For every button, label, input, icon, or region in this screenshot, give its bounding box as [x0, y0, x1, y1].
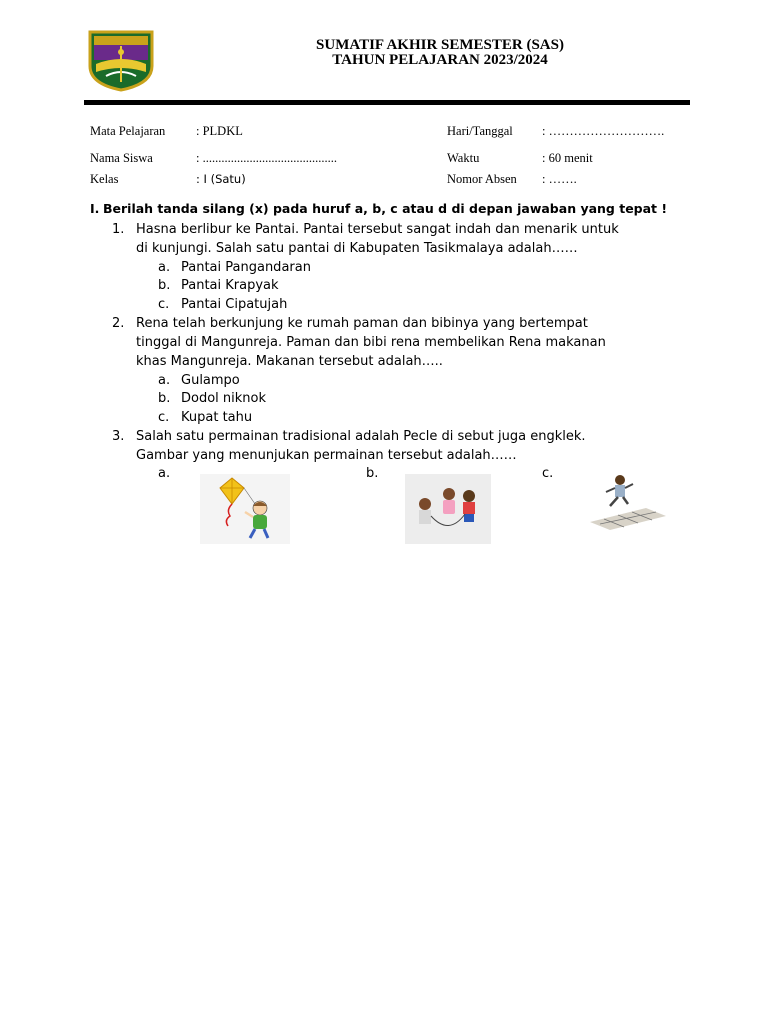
option-text: Pantai Krapyak	[181, 278, 279, 293]
option-letter: a.	[158, 373, 171, 388]
class-value: : I (Satu)	[196, 172, 246, 186]
option-text: Dodol niknok	[181, 391, 267, 406]
option-letter: b.	[158, 278, 171, 293]
picture-option-letter: b.	[366, 466, 379, 481]
academic-year: TAHUN PELAJARAN 2023/2024	[332, 52, 548, 68]
question-text-line: Gambar yang menunjukan permainan tersebut adalah……	[136, 448, 517, 463]
roll-number-label: Nomor Absen	[447, 172, 517, 186]
section-number: I.	[90, 201, 100, 216]
picture-option-letter: a.	[158, 466, 171, 481]
question-text-line: Hasna berlibur ke Pantai. Pantai tersebut sangat indah dan menarik untuk	[136, 222, 619, 237]
question-text-line: Salah satu permainan tradisional adalah Pecle di sebut juga engklek.	[136, 429, 586, 444]
option-letter: b.	[158, 391, 171, 406]
subject-label: Mata Pelajaran	[90, 124, 166, 138]
subject-value: : PLDKL	[196, 124, 243, 138]
picture-option-letter: c.	[542, 466, 554, 481]
question-number: 2.	[112, 316, 125, 331]
question-number: 1.	[112, 222, 125, 237]
option-letter: c.	[158, 410, 170, 425]
option-text: Gulampo	[181, 373, 240, 388]
school-logo	[86, 28, 156, 92]
duration-label: Waktu	[447, 151, 480, 165]
day-date-label: Hari/Tanggal	[447, 124, 513, 138]
jump-rope-children-illustration	[405, 474, 491, 544]
student-name-label: Nama Siswa	[90, 151, 153, 165]
kite-boy-illustration	[200, 474, 290, 544]
day-date-value: : ……………………….	[542, 124, 665, 138]
exam-title: SUMATIF AKHIR SEMESTER (SAS)	[316, 37, 564, 53]
roll-number-value: : …….	[542, 172, 577, 186]
duration-value: : 60 menit	[542, 151, 593, 165]
option-text: Pantai Pangandaran	[181, 260, 311, 275]
question-text-line: tinggal di Mangunreja. Paman dan bibi rena membelikan Rena makanan	[136, 335, 606, 350]
option-letter: a.	[158, 260, 171, 275]
header-divider	[84, 100, 690, 105]
class-label: Kelas	[90, 172, 119, 186]
question-text-line: di kunjungi. Salah satu pantai di Kabupaten Tasikmalaya adalah……	[136, 241, 578, 256]
student-name-value: : ...........................................	[196, 151, 337, 165]
option-text: Kupat tahu	[181, 410, 253, 425]
option-letter: c.	[158, 297, 170, 312]
section-instruction: Berilah tanda silang (x) pada huruf a, b, c atau d di depan jawaban yang tepat !	[103, 201, 668, 216]
question-text-line: khas Mangunreja. Makanan tersebut adalah…..	[136, 354, 443, 369]
question-text-line: Rena telah berkunjung ke rumah paman dan bibinya yang bertempat	[136, 316, 588, 331]
hopscotch-child-illustration	[586, 472, 670, 532]
option-text: Pantai Cipatujah	[181, 297, 288, 312]
question-number: 3.	[112, 429, 125, 444]
